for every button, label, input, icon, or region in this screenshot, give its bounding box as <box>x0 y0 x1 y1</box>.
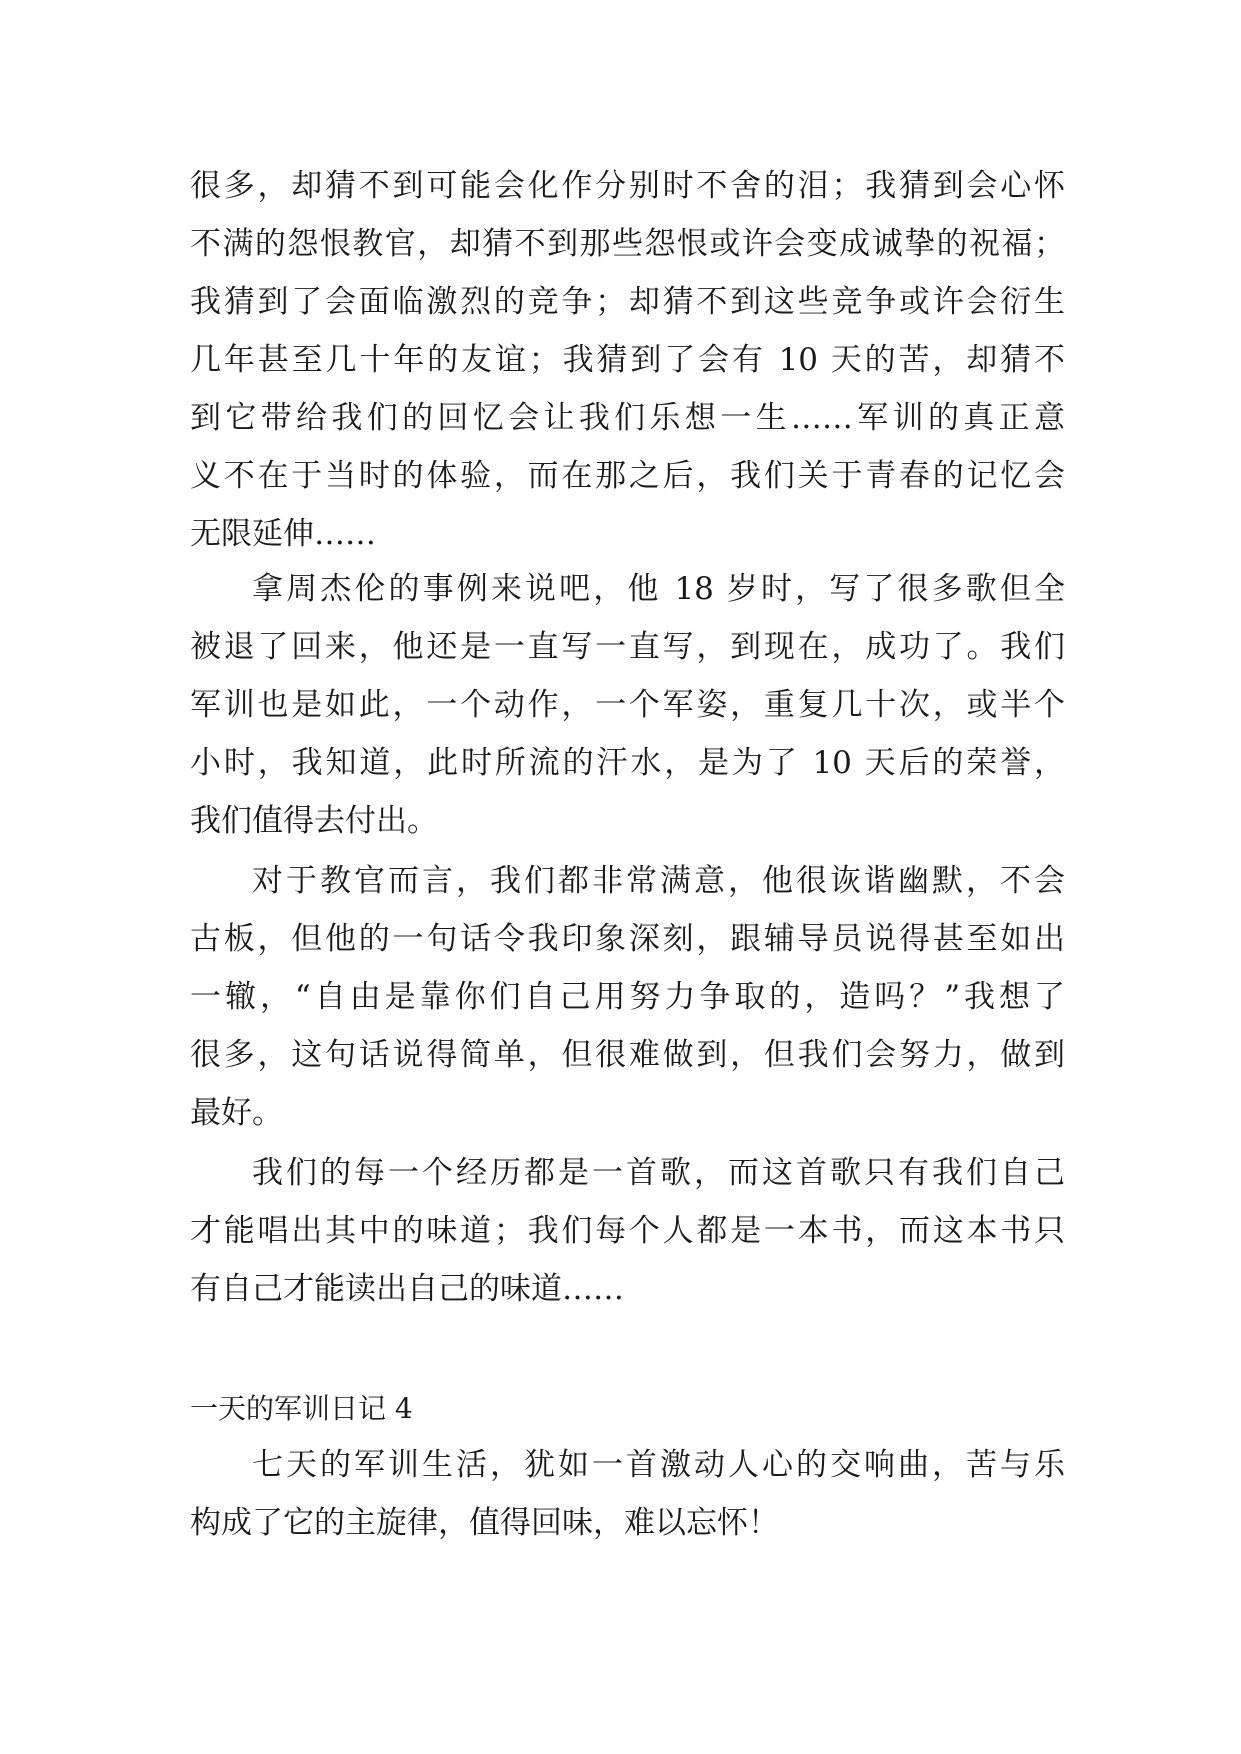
paragraph-line: 小时，我知道，此时所流的汗水，是为了 10 天后的荣誉， <box>190 745 1065 781</box>
paragraph-line: 我猜到了会面临激烈的竞争；却猜不到这些竞争或许会衍生 <box>190 284 1065 320</box>
paragraph-line: 无限延伸…… <box>190 516 376 552</box>
paragraph-line: 军训也是如此，一个动作，一个军姿，重复几十次，或半个 <box>190 687 1065 723</box>
paragraph-line: 义不在于当时的体验，而在那之后，我们关于青春的记忆会 <box>190 458 1065 494</box>
paragraph-line: 构成了它的主旋律，值得回味，难以忘怀！ <box>190 1505 779 1541</box>
paragraph-3 <box>190 852 1065 1142</box>
paragraph-line: 一辙，“自由是靠你们自己用努力争取的，造吗？”我想了 <box>190 979 1065 1015</box>
paragraph-line: 很多，却猜不到可能会化作分别时不舍的泪；我猜到会心怀 <box>190 168 1065 204</box>
paragraph-line: 有自己才能读出自己的味道…… <box>190 1271 624 1307</box>
paragraph-line: 很多，这句话说得简单，但很难做到，但我们会努力，做到 <box>190 1037 1065 1073</box>
paragraph-line: 几年甚至几十年的友谊；我猜到了会有 10 天的苦，却猜不 <box>190 342 1065 378</box>
paragraph-line: 我们的每一个经历都是一首歌，而这首歌只有我们自己 <box>252 1155 1065 1191</box>
paragraph-line: 拿周杰伦的事例来说吧，他 18 岁时，写了很多歌但全 <box>252 571 1065 607</box>
paragraph-1 <box>190 157 1065 563</box>
paragraph-line: 不满的怨恨教官，却猜不到那些怨恨或许会变成诚挚的祝福； <box>190 226 1065 262</box>
paragraph-4 <box>190 1144 1065 1318</box>
paragraph-line: 七天的军训生活，犹如一首激动人心的交响曲，苦与乐 <box>252 1447 1065 1483</box>
section-heading: 一天的军训日记 4 <box>190 1392 413 1425</box>
paragraph-line: 我们值得去付出。 <box>190 803 438 839</box>
paragraph-line: 到它带给我们的回忆会让我们乐想一生……军训的真正意 <box>190 400 1065 436</box>
paragraph-2 <box>190 560 1065 850</box>
paragraph-line: 古板，但他的一句话令我印象深刻，跟辅导员说得甚至如出 <box>190 921 1065 957</box>
paragraph-line: 最好。 <box>190 1095 283 1131</box>
paragraph-line: 才能唱出其中的味道；我们每个人都是一本书，而这本书只 <box>190 1213 1065 1249</box>
paragraph-line: 被退了回来，他还是一直写一直写，到现在，成功了。我们 <box>190 629 1065 665</box>
paragraph-5 <box>190 1436 1065 1552</box>
paragraph-line: 对于教官而言，我们都非常满意，他很诙谐幽默，不会 <box>252 863 1065 899</box>
